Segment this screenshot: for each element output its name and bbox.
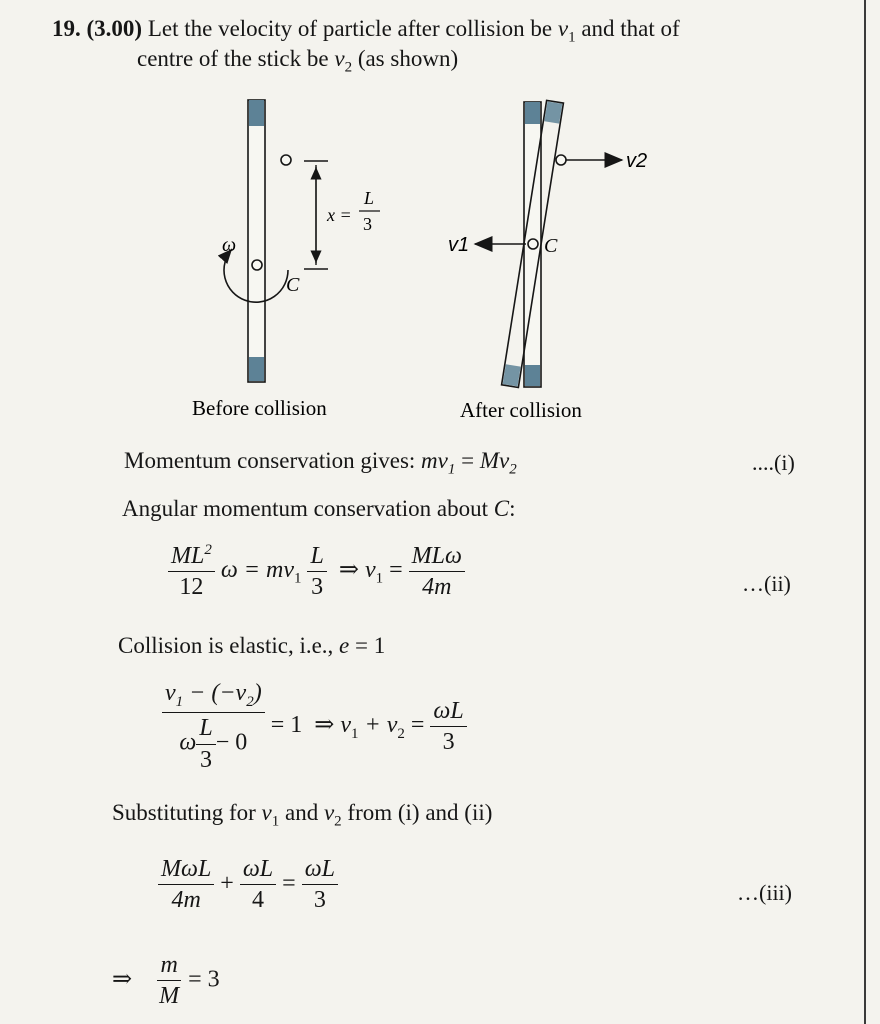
question-line-1: 19. (3.00) Let the velocity of particle after collision be $v_1$ and that of <box>52 16 680 46</box>
question-line-2: centre of the stick be $v_2$ (as shown) <box>137 46 459 76</box>
momentum-line: Momentum conservation gives: $mv_1 = Mv_2$ <box>124 448 517 478</box>
eq-tag-ii: …(ii) <box>742 571 791 596</box>
result-line: ⇒ $\frac{m}{M}$ = 3 <box>112 952 220 1010</box>
x-label: x = <box>327 205 352 225</box>
before-figure <box>192 100 380 420</box>
centre-before <box>252 260 262 270</box>
equation-restitution: $v_1 - (-v_2)$ ω $\frac{L}{3}$ − 0 = 1 ⇒ $v_1 + v_2$ = $\frac{\omega L}{3}$ <box>162 680 467 773</box>
centre-after <box>528 239 538 249</box>
angular-line: Angular momentum conservation about C: <box>122 496 516 521</box>
c-label-before: C <box>286 274 300 296</box>
caption-before: Before collision <box>192 396 327 420</box>
equation-iii: $\frac{\text{MωL}}{4m}$ + $\frac{\omega L}{4}$ = $\frac{\omega L}{3}$ <box>158 856 338 914</box>
x-frac-den: 3 <box>363 214 372 234</box>
collision-figures <box>0 85 860 435</box>
question-text-1b: and that of <box>581 16 680 41</box>
elastic-line: Collision is elastic, i.e., e = 1 <box>118 633 386 658</box>
x-frac-num: L <box>364 188 375 208</box>
after-figure <box>448 100 647 422</box>
question-number: 19. <box>52 16 81 41</box>
question-marks: (3.00) <box>86 16 143 41</box>
particle-before <box>281 155 291 165</box>
stick-before <box>248 100 265 382</box>
omega-symbol: ω <box>222 234 237 256</box>
stick-before-bottom-shade <box>249 357 264 381</box>
equation-ii: $\frac{ML^2}{12}$ $\omega = mv_1$ $\frac{L}{3}$ ⇒ $v_1$ = $\frac{\text{MLω}}{4m}$ <box>168 542 465 601</box>
question-text-1: Let the velocity of particle after collision be <box>147 16 553 41</box>
c-label-after: C <box>544 235 558 257</box>
caption-after: After collision <box>460 398 582 422</box>
substituting-line: Substituting for $v_1$ and $v_2$ from (i) and (ii) <box>112 800 493 830</box>
v2-label: v2 <box>626 150 648 172</box>
particle-after <box>556 155 566 165</box>
stick-before-top-shade <box>249 100 264 126</box>
eq-tag-iii: …(iii) <box>737 880 792 905</box>
page-edge-line <box>864 0 866 1024</box>
eq-tag-i: ....(i) <box>752 450 795 475</box>
v1-label: v1 <box>448 234 470 256</box>
